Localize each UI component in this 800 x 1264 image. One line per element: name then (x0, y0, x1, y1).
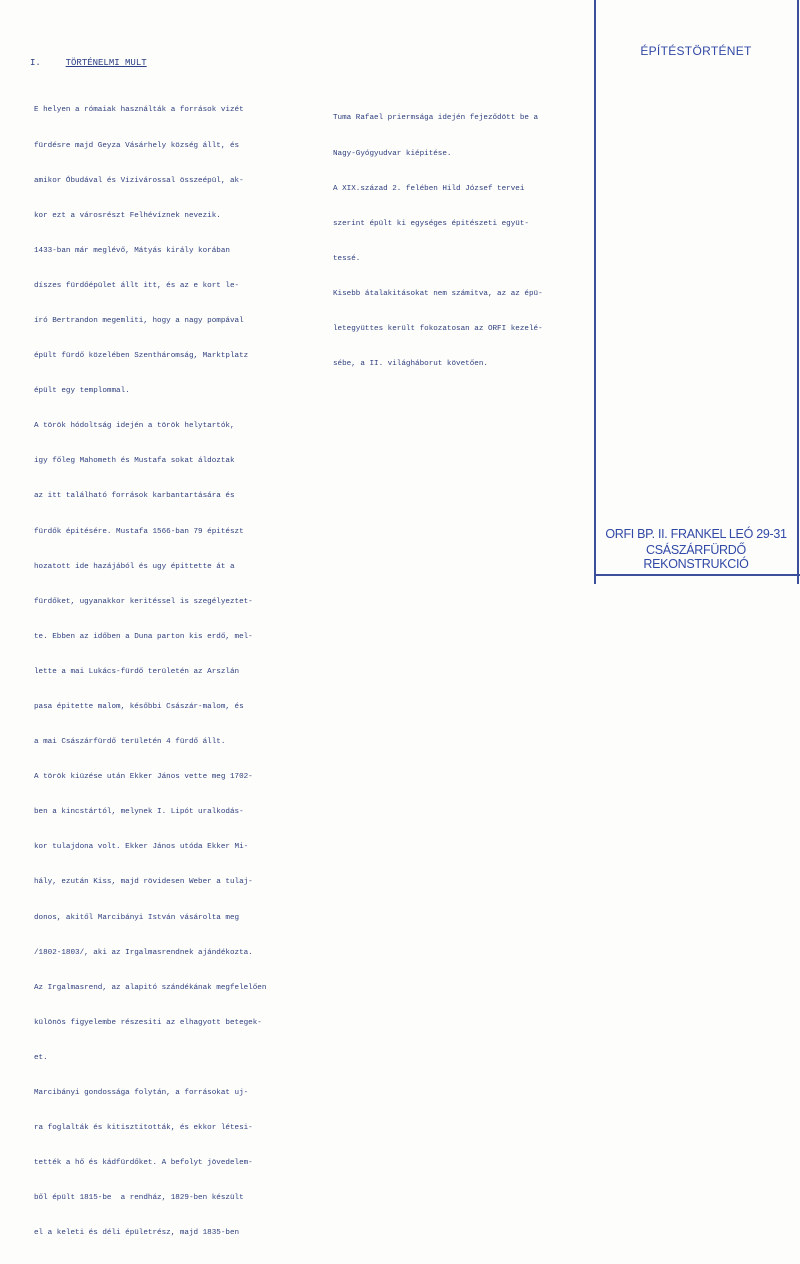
text-line: kor ezt a városrészt Felhévíznek nevezik. (34, 211, 221, 220)
section-number: I. (30, 58, 41, 68)
text-line: donos, akitől Marcibányi István vásárolta meg (34, 913, 240, 922)
text-line: író Bertrandon megemliti, hogy a nagy pompával (34, 316, 244, 325)
text-line: A XIX.század 2. felében Hild József tervei (333, 184, 525, 193)
text-line: el a keleti és déli épületrész, majd 1835-ben (34, 1229, 240, 1238)
text-line: tették a hő és kádfürdőket. A befolyt jövedelem- (34, 1159, 253, 1168)
text-line: letegyüttes került fokozatosan az ORFI kezelé- (333, 324, 543, 333)
text-line: 1433-ban már meglévő, Mátyás király korában (34, 246, 230, 255)
text-line: tessé. (333, 254, 361, 263)
text-line: pasa épitette malom, későbbi Császár-malom, és (34, 703, 244, 711)
right-text-column (333, 90, 543, 394)
text-line: sébe, a II. világháborut követően. (333, 360, 488, 369)
text-line: szerint épült ki egységes épitészeti együt- (333, 219, 529, 228)
text-line: az itt található források karbantartására és (34, 492, 235, 501)
text-line: Nagy-Gyógyudvar kiépitése. (333, 149, 452, 158)
section-title: TÖRTÉNELMI MULT (65, 58, 147, 68)
text-line: fürdésre majd Geyza Vásárhely község állt, és (34, 141, 240, 150)
text-line: a mai Császárfürdő területén 4 fürdő állt. (34, 738, 226, 747)
title-block-project: CSÁSZÁRFÜRDŐ REKONSTRUKCIÓ (643, 543, 749, 571)
title-block-address: ORFI BP. II. FRANKEL LEÓ 29-31 (605, 527, 787, 541)
text-line: amikor Óbudával és Vizivárossal összeépül, ak- (34, 176, 244, 185)
right-frame-line (797, 0, 799, 584)
left-text-column (34, 82, 266, 1264)
text-line: épült fürdő közelében Szentháromság, Marktplatz (34, 352, 249, 361)
text-line: hály, ezután Kiss, majd rövidesen Weber a tulaj- (34, 878, 253, 887)
text-line: A török kiüzése után Ekker János vette meg 1702- (34, 773, 253, 782)
text-line: épült egy templommal. (34, 387, 130, 396)
text-line: fürdők épitésére. Mustafa 1566-ban 79 épitészt (34, 527, 244, 536)
sidebar-divider-line (594, 0, 596, 584)
sidebar-title: ÉPÍTÉSTÖRTÉNET (640, 44, 752, 58)
text-line: lette a mai Lukács-fürdő területén az Arszlán (34, 667, 240, 676)
text-line: díszes fürdőépület állt itt, és az e kort le- (34, 281, 240, 290)
text-line: ben a kincstártól, melynek I. Lipót uralkodás- (34, 808, 244, 817)
text-line: Kisebb átalakitásokat nem számitva, az az épü- (333, 289, 543, 298)
section-heading (30, 58, 147, 68)
text-line: hozatott ide hazájából és ugy épittette át a (34, 562, 235, 571)
text-line: Az Irgalmasrend, az alapitó szándékának megfelelően (34, 983, 267, 992)
text-line: kor tulajdona volt. Ekker János utóda Ekker Mi- (34, 843, 249, 852)
text-line: igy főleg Mahometh és Mustafa sokat áldoztak (34, 457, 235, 466)
text-line: fürdőket, ugyanakkor keritéssel is szegélyeztet- (34, 597, 253, 606)
text-line: et. (34, 1053, 48, 1062)
bottom-frame-line (594, 574, 800, 576)
text-line: különös figyelembe részesiti az elhagyott betegek- (34, 1018, 262, 1027)
text-line: A török hódoltság idején a török helytartók, (34, 422, 235, 431)
text-line: Tuma Rafael priermsága idején fejeződött be a (333, 114, 539, 123)
text-line: ra foglalták és kitisztitották, és ekkor létesi- (34, 1124, 253, 1133)
text-line: te. Ebben az időben a Duna parton kis erdő, mel- (34, 632, 253, 641)
text-line: E helyen a rómaiak használták a források vizét (34, 106, 244, 115)
text-line: ből épült 1815-be a rendház, 1829-ben készült (34, 1194, 244, 1203)
text-line: Marcibányi gondossága folytán, a forrásokat uj- (34, 1089, 249, 1098)
text-line: /1802-1803/, aki az Irgalmasrendnek ajándékozta. (34, 948, 253, 957)
